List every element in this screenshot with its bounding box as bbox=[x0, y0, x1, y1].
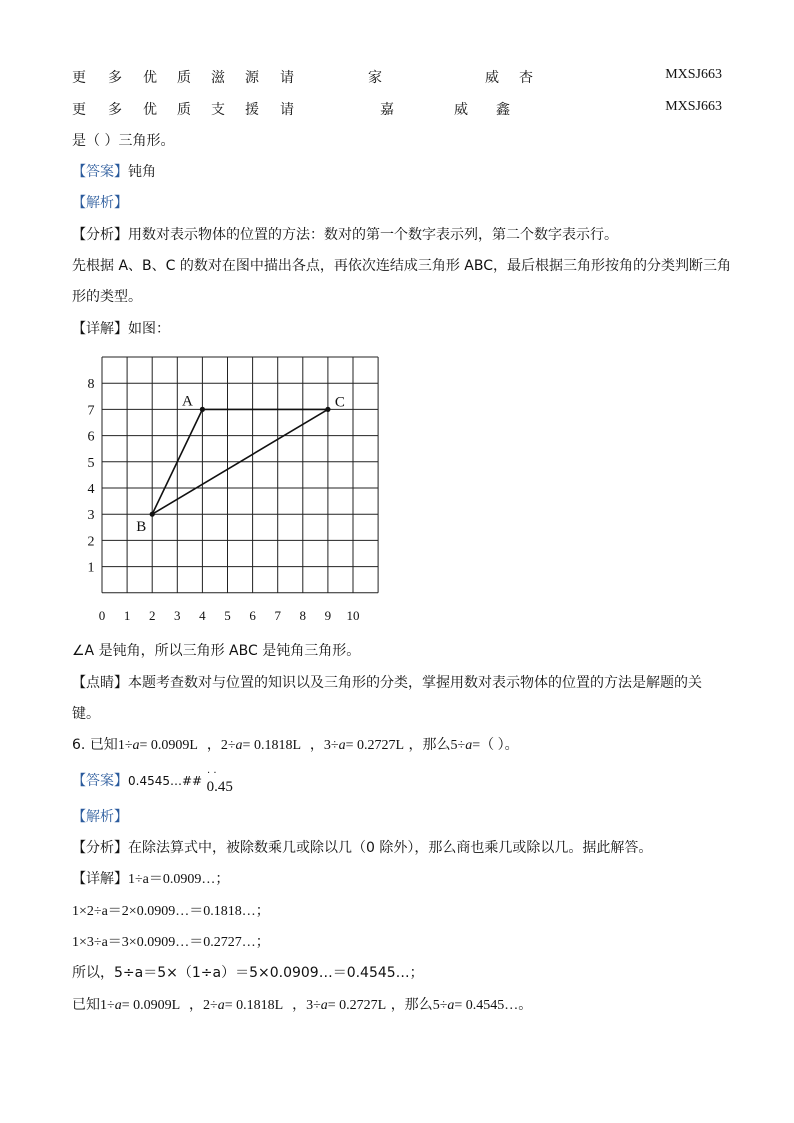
header-char: 支 bbox=[211, 102, 225, 118]
xiangjie-tag: 【详解】 bbox=[72, 871, 128, 887]
header-row-2 bbox=[72, 99, 722, 119]
eq2-value: = 0.1818L bbox=[224, 998, 284, 1013]
header-char: 优 bbox=[143, 70, 157, 86]
y-tick-label: 1 bbox=[87, 560, 95, 576]
header-char: 质 bbox=[177, 102, 191, 118]
x-tick-label: 7 bbox=[274, 607, 281, 623]
y-tick-label: 7 bbox=[87, 403, 95, 419]
dianjing-tag: 【点睛】 bbox=[72, 675, 128, 691]
eq3-value: = 0.2727L bbox=[327, 998, 387, 1013]
q6-fenxi bbox=[72, 837, 652, 857]
x-tick-label: 6 bbox=[249, 607, 256, 623]
header-char: 请 bbox=[280, 102, 294, 118]
header-char: 更 bbox=[72, 102, 86, 118]
var-a: a bbox=[235, 738, 243, 753]
x-tick-label: 2 bbox=[148, 607, 156, 623]
eq4-left: 5÷ bbox=[432, 998, 448, 1013]
q5-conclusion: ∠A 是钝角，所以三角形 ABC 是钝角三角形。 bbox=[72, 643, 361, 659]
header-char: 家 bbox=[368, 70, 382, 86]
y-tick-label: 2 bbox=[87, 534, 95, 550]
dianjing-text: 本题考查数对与位置的知识以及三角形的分类，掌握用数对表示物体的位置的方法是解题的关 bbox=[128, 675, 702, 691]
q6-step-4: 所以，5÷a＝5×（1÷a）＝5×0.0909…＝0.4545…； bbox=[72, 965, 424, 981]
answer-tag: 【答案】 bbox=[72, 164, 128, 180]
header-char: 质 bbox=[177, 70, 191, 86]
q5-answer bbox=[72, 161, 156, 181]
q5-fenxi bbox=[72, 224, 618, 244]
header-char: 滋 bbox=[211, 70, 225, 86]
x-tick-label: 4 bbox=[199, 607, 206, 623]
header-code: MXSJ663 bbox=[665, 99, 722, 114]
header-char: 杏 bbox=[519, 70, 533, 86]
eq1-value: = 0.0909L bbox=[121, 998, 181, 1013]
x-tick-label: 3 bbox=[174, 607, 181, 623]
eq4-value: =（ ）。 bbox=[472, 738, 519, 753]
x-tick-label: 1 bbox=[123, 607, 131, 623]
xiangjie-text: 如图： bbox=[128, 321, 170, 337]
answer-repeating-decimal: 0.45 bbox=[206, 779, 233, 795]
point-a bbox=[200, 407, 205, 412]
header-char: 鑫 bbox=[496, 102, 510, 118]
xiangjie-tag: 【详解】 bbox=[72, 321, 128, 337]
y-tick-label: 6 bbox=[87, 429, 95, 445]
answer-text: 钝角 bbox=[128, 164, 156, 180]
step-1: 1÷a＝0.0909…； bbox=[128, 872, 230, 887]
final-prefix: 已知 bbox=[72, 997, 100, 1013]
eq3-left: 3÷ bbox=[306, 998, 321, 1013]
eq1-left: 1÷ bbox=[100, 998, 115, 1013]
q5-stem-tail: 是（ ）三角形。 bbox=[72, 133, 175, 149]
answer-text: 0.4545…## bbox=[128, 774, 203, 788]
q5-analysis-tag: 【解析】 bbox=[72, 195, 128, 211]
x-tick-label: 8 bbox=[299, 607, 307, 623]
header-char: 多 bbox=[108, 102, 122, 118]
q6-answer bbox=[72, 768, 233, 795]
eq1-value: = 0.0909L bbox=[139, 738, 198, 753]
header-char: 嘉 bbox=[380, 102, 394, 118]
header-char: 援 bbox=[245, 102, 259, 118]
point-b bbox=[150, 512, 155, 517]
q6-xiangjie bbox=[72, 868, 229, 888]
eq2-left: 2÷ bbox=[203, 998, 218, 1013]
y-tick-label: 8 bbox=[87, 377, 95, 393]
x-tick-label: 9 bbox=[324, 607, 332, 623]
q5-method-line-2: 形的类型。 bbox=[72, 289, 142, 305]
repeat-dots: · · bbox=[207, 768, 217, 779]
y-tick-label: 3 bbox=[87, 508, 95, 524]
header-code: MXSJ663 bbox=[665, 67, 722, 82]
y-tick-label: 5 bbox=[87, 455, 95, 471]
var-a: a bbox=[114, 998, 122, 1013]
fenxi-text: 用数对表示物体的位置的方法：数对的第一个数字表示列，第二个数字表示行。 bbox=[128, 227, 618, 243]
fenxi-tag: 【分析】 bbox=[72, 840, 128, 856]
header-char: 更 bbox=[72, 70, 86, 86]
fenxi-tag: 【分析】 bbox=[72, 227, 128, 243]
q6-step-2: 1×2÷a＝2×0.0909…＝0.1818…； bbox=[72, 904, 270, 919]
point-label-a: A bbox=[181, 393, 193, 410]
q5-method-line-1: 先根据 A、B、C 的数对在图中描出各点，再依次连结成三角形 ABC，最后根据三角形按角的分类判断三角 bbox=[72, 258, 732, 274]
header-row-1 bbox=[72, 67, 722, 87]
eq3-left: 3÷ bbox=[323, 738, 339, 753]
header-char: 多 bbox=[108, 70, 122, 86]
coordinate-grid-figure bbox=[70, 350, 390, 625]
point-label-c: C bbox=[334, 394, 345, 411]
q6-stem: 6. 已知1÷a= 0.0909L ，2÷a= 0.1818L ，3÷a= 0.2727L ，那么5÷a=（ ）。 bbox=[72, 737, 519, 753]
y-tick-label: 4 bbox=[87, 482, 95, 497]
question-number: 6. bbox=[72, 737, 86, 753]
eq4-left: 5÷ bbox=[450, 738, 466, 753]
point-label-b: B bbox=[136, 519, 147, 536]
var-a: a bbox=[320, 998, 328, 1013]
q6-step-3: 1×3÷a＝3×0.0909…＝0.2727…； bbox=[72, 935, 270, 950]
q6-final: 已知1÷a= 0.0909L ，2÷a= 0.1818L ，3÷a= 0.2727L ，那么5÷a= 0.4545…。 bbox=[72, 997, 533, 1013]
header-char: 威 bbox=[485, 70, 499, 86]
stem-prefix: 已知 bbox=[89, 737, 118, 753]
var-a: a bbox=[132, 738, 140, 753]
answer-tag: 【答案】 bbox=[72, 773, 128, 789]
final-then: ，那么 bbox=[390, 997, 433, 1013]
header-char: 优 bbox=[143, 102, 157, 118]
q5-xiangjie bbox=[72, 318, 170, 338]
var-a: a bbox=[465, 738, 473, 753]
x-tick-label: 0 bbox=[98, 607, 106, 623]
q6-analysis-tag: 【解析】 bbox=[72, 809, 128, 825]
x-tick-label: 10 bbox=[346, 607, 360, 623]
q5-dianjing-line-2: 键。 bbox=[72, 706, 100, 722]
then-text: ，那么 bbox=[408, 737, 451, 753]
eq1-left: 1÷ bbox=[117, 738, 133, 753]
header-char: 请 bbox=[280, 70, 294, 86]
point-c bbox=[325, 407, 330, 412]
eq3-value: = 0.2727L bbox=[345, 738, 405, 753]
eq2-left: 2÷ bbox=[220, 738, 236, 753]
var-a: a bbox=[338, 738, 346, 753]
fenxi-text: 在除法算式中，被除数乘几或除以几（0 除外），那么商也乘几或除以几。据此解答。 bbox=[128, 840, 653, 856]
x-tick-label: 5 bbox=[224, 607, 231, 623]
header-char: 威 bbox=[454, 102, 468, 118]
header-char: 源 bbox=[245, 70, 259, 86]
var-a: a bbox=[217, 998, 225, 1013]
eq2-value: = 0.1818L bbox=[242, 738, 301, 753]
var-a: a bbox=[447, 998, 455, 1013]
q5-dianjing bbox=[72, 672, 702, 692]
final-value: = 0.4545…。 bbox=[454, 998, 533, 1013]
